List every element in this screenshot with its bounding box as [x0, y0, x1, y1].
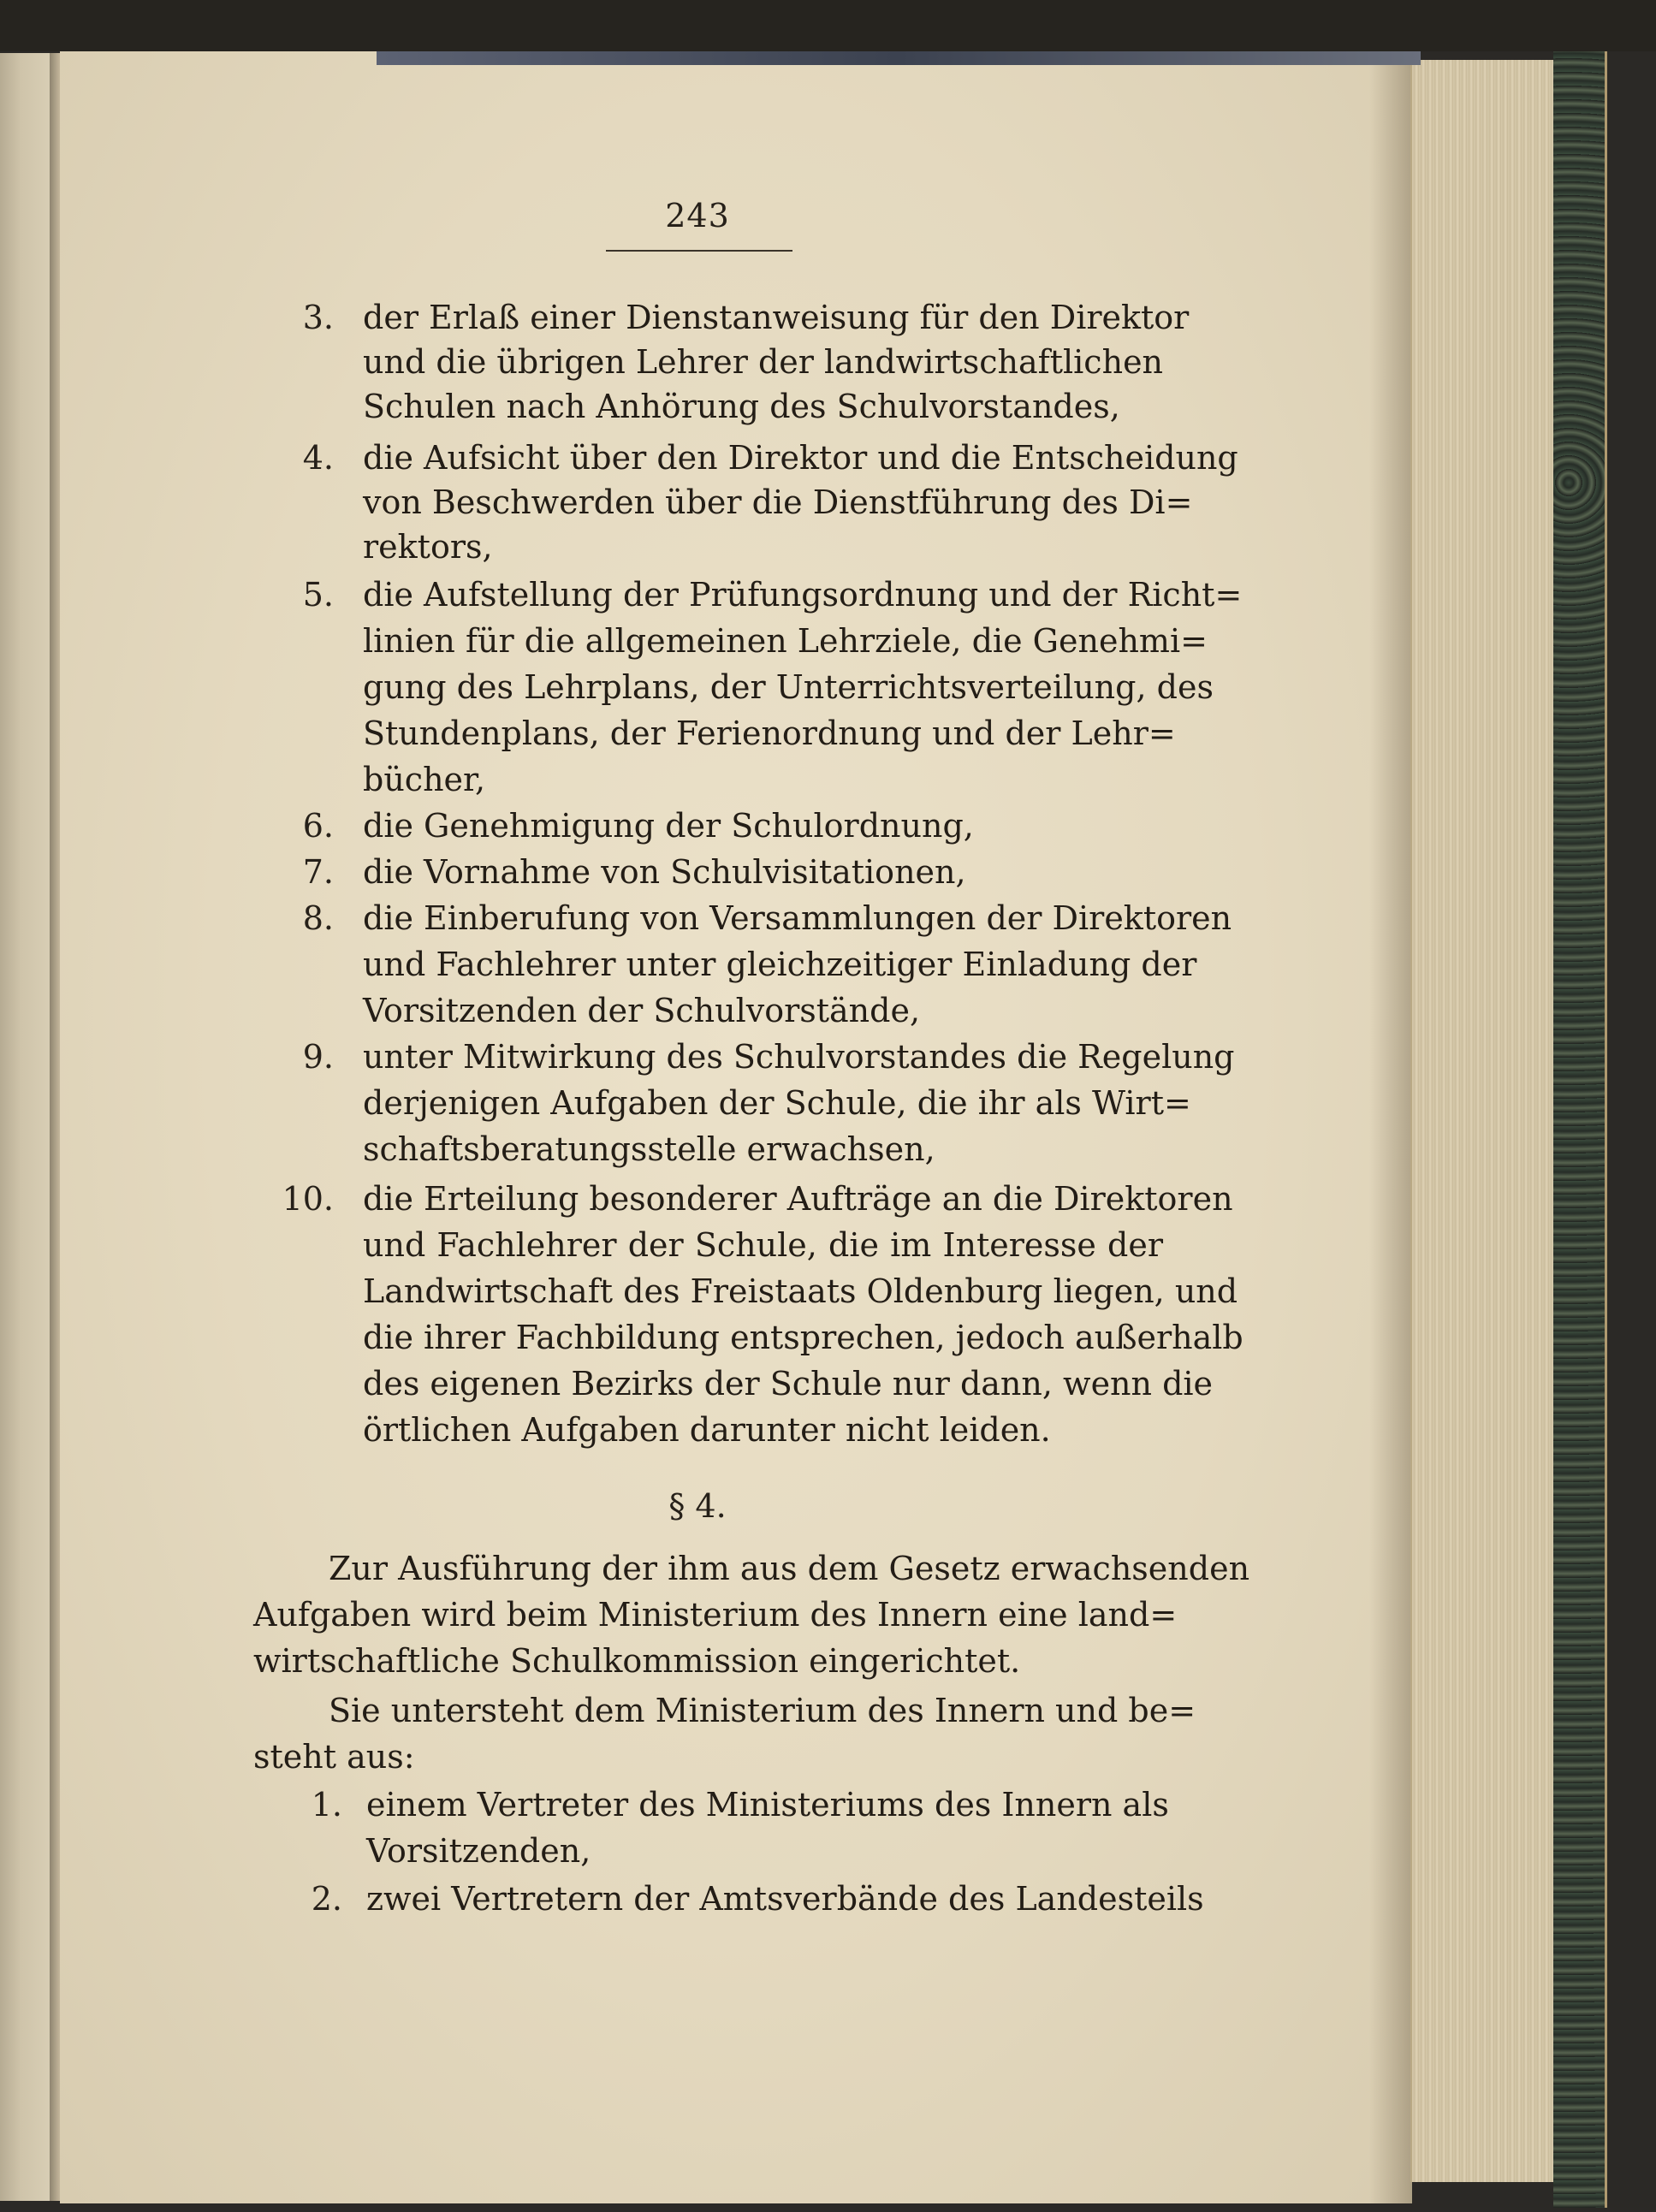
paragraph-line: steht aus: [253, 1738, 415, 1776]
list-item-line: bücher, [363, 761, 486, 798]
list-item-line: die Einberufung von Versammlungen der Direktoren [363, 899, 1232, 937]
list-item-line: derjenigen Aufgaben der Schule, die ihr als Wirt= [363, 1084, 1191, 1122]
list-item-number: 4. [302, 439, 334, 477]
list-item-line: Vorsitzenden, [366, 1832, 591, 1870]
list-item-line: einem Vertreter des Ministeriums des Innern als [366, 1786, 1169, 1824]
list-item-line: die Vornahme von Schulvisitationen, [363, 853, 966, 891]
list-item-line: rektors, [363, 528, 493, 566]
list-item-line: die ihrer Fachbildung entsprechen, jedoch außerhalb [363, 1319, 1243, 1356]
list-item-line: schaftsberatungsstelle erwachsen, [363, 1130, 935, 1168]
list-item-number: 6. [302, 807, 334, 845]
page-number-rule [606, 250, 792, 252]
list-item-number: 2. [311, 1880, 342, 1918]
paragraph-line: Sie untersteht dem Ministerium des Innern und be= [329, 1692, 1196, 1729]
list-item-number: 9. [302, 1038, 334, 1076]
list-item-line: und Fachlehrer unter gleichzeitiger Einladung der [363, 946, 1197, 983]
list-item-line: die Aufsicht über den Direktor und die Entscheidung [363, 439, 1238, 477]
paragraph-line: Zur Ausführung der ihm aus dem Gesetz erwachsenden [329, 1550, 1250, 1587]
paragraph-line: wirtschaftliche Schulkommission eingerichtet. [253, 1642, 1021, 1680]
list-item-line: des eigenen Bezirks der Schule nur dann, wenn die [363, 1365, 1214, 1403]
list-item-number: 1. [311, 1786, 342, 1824]
list-item-number: 10. [282, 1180, 334, 1218]
list-item-line: die Genehmigung der Schulordnung, [363, 807, 974, 845]
list-item-line: linien für die allgemeinen Lehrziele, die Genehmi= [363, 622, 1208, 660]
section-heading: § 4. [668, 1487, 727, 1525]
list-item-line: örtlichen Aufgaben darunter nicht leiden. [363, 1411, 1051, 1449]
list-item-line: der Erlaß einer Dienstanweisung für den Direktor [363, 299, 1190, 336]
list-item-number: 5. [302, 576, 334, 614]
list-item-line: zwei Vertretern der Amtsverbände des Landesteils [366, 1880, 1204, 1918]
paragraph-line: Aufgaben wird beim Ministerium des Innern eine land= [253, 1596, 1178, 1634]
list-item-line: und Fachlehrer der Schule, die im Interesse der [363, 1226, 1163, 1264]
list-item-line: unter Mitwirkung des Schulvorstandes die Regelung [363, 1038, 1235, 1076]
list-item-line: Landwirtschaft des Freistaats Oldenburg liegen, und [363, 1272, 1238, 1310]
list-item-line: Vorsitzenden der Schulvorstände, [363, 992, 921, 1029]
list-item-line: die Aufstellung der Prüfungsordnung und der Richt= [363, 576, 1243, 614]
list-item-line: und die übrigen Lehrer der landwirtschaftlichen [363, 343, 1164, 381]
list-item-number: 3. [302, 299, 334, 336]
list-item-number: 7. [302, 853, 334, 891]
list-item-line: gung des Lehrplans, der Unterrichtsverteilung, des [363, 668, 1214, 706]
list-item-line: die Erteilung besonderer Aufträge an die Direktoren [363, 1180, 1233, 1218]
list-item-line: Schulen nach Anhörung des Schulvorstandes, [363, 388, 1120, 425]
list-item-line: Stundenplans, der Ferienordnung und der Lehr= [363, 715, 1176, 752]
page-number: 243 [665, 197, 730, 234]
list-item-line: von Beschwerden über die Dienstführung des Di= [363, 483, 1193, 521]
list-item-number: 8. [302, 899, 334, 937]
